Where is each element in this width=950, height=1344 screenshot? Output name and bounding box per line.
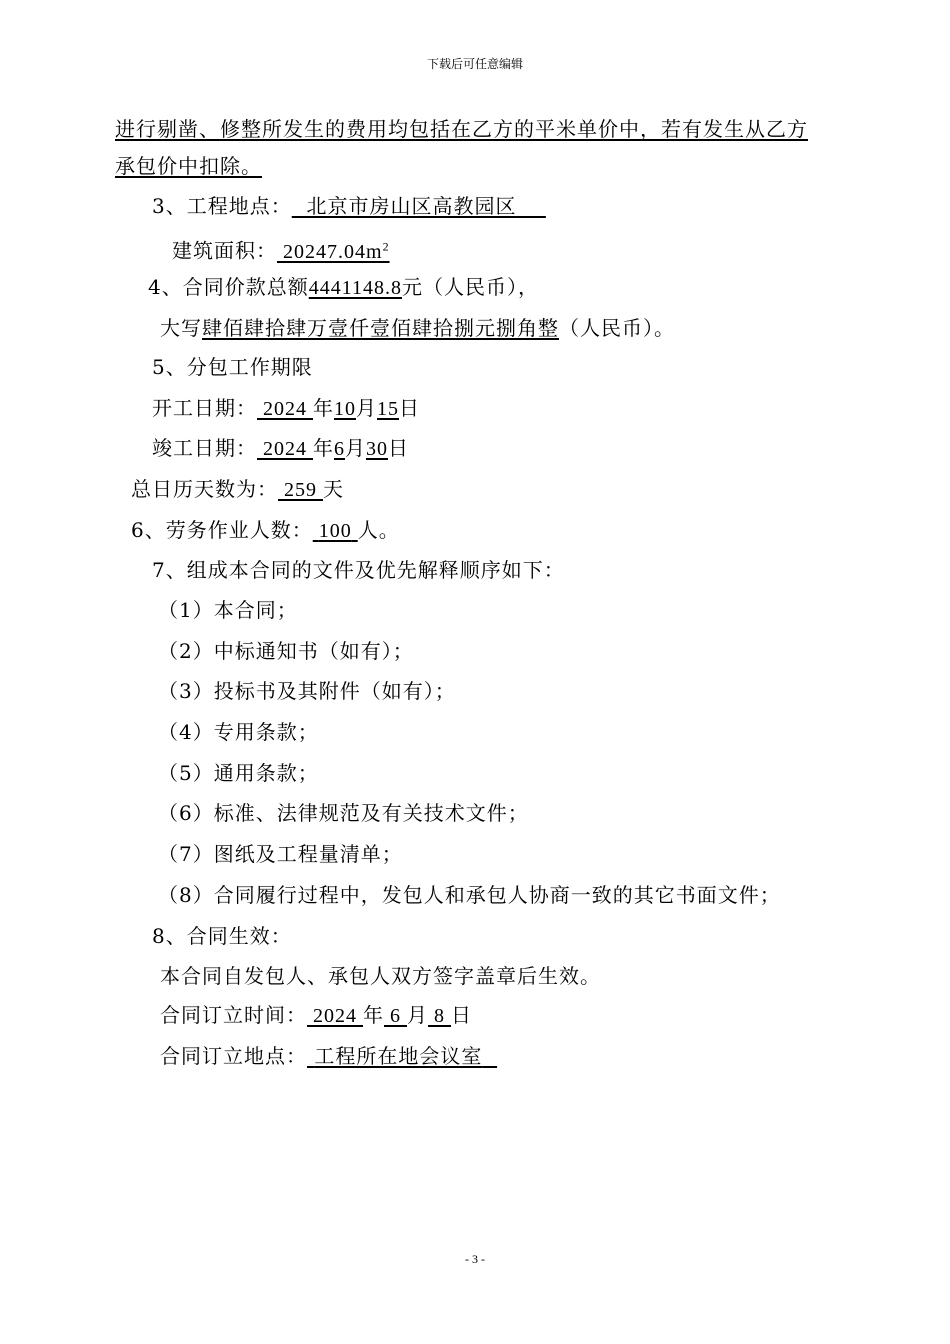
price-suffix: 元（人民币），: [402, 275, 539, 299]
doc-item: （5）通用条款；: [158, 761, 319, 785]
doc-item: （1）本合同；: [158, 598, 298, 622]
effect-text: 本合同自发包人、承包人双方签字盖章后生效。: [160, 964, 601, 988]
price-label: 4、合同价款总额: [148, 275, 309, 299]
doc-item: （3）投标书及其附件（如有）；: [158, 679, 456, 703]
site-line: [152, 192, 546, 220]
paragraph-line-1: 进行剔凿、修整所发生的费用均包括在乙方的平米单价中，若有发生从乙方: [115, 117, 808, 141]
site-label: 3、工程地点：: [152, 194, 292, 218]
area-line: [172, 232, 390, 266]
doc-item: （4）专用条款；: [158, 720, 319, 744]
doc-item: （6）标准、法律规范及有关技术文件；: [158, 801, 529, 825]
total-days-line: 总日历天数为： 259 天: [131, 477, 344, 501]
price-line: [148, 273, 539, 302]
start-date-line: 开工日期： 2024 年10月15日: [152, 396, 420, 420]
doc-item: （8）合同履行过程中，发包人和承包人协商一致的其它书面文件；: [158, 883, 781, 907]
site-value: 北京市房山区高教园区: [306, 194, 517, 218]
signed-place-line: 合同订立地点： 工程所在地会议室: [160, 1044, 483, 1068]
area-value: $20247.04m^2$: [283, 239, 390, 263]
doc-item: （7）图纸及工程量清单；: [158, 842, 403, 866]
end-date-line: 竣工日期： 2024 年6月30日: [152, 436, 409, 460]
signed-date-line: 合同订立时间： 2024 年 6 月 8 日: [160, 1003, 472, 1027]
page-number: - 3 -: [465, 1252, 485, 1266]
paragraph-line-2: 承包价中扣除。: [115, 154, 262, 178]
page-header: 下载后可任意编辑: [426, 57, 523, 71]
caps-line: [160, 314, 675, 342]
caps-label: 大写: [160, 316, 202, 340]
area-label: 建筑面积：: [172, 238, 277, 263]
workers-line: 6、劳务作业人数： 100 人。: [131, 518, 400, 542]
period-title: 5、分包工作期限: [152, 355, 313, 379]
doc-item: （2）中标通知书（如有）；: [158, 639, 414, 663]
caps-value: 肆佰肆拾肆万壹仟壹佰肆拾捌元捌角整: [202, 316, 559, 340]
docs-title: 7、组成本合同的文件及优先解释顺序如下：: [152, 558, 565, 582]
effect-title: 8、合同生效：: [152, 924, 292, 948]
price-value: 4441148.8: [308, 277, 402, 299]
caps-suffix: （人民币）。: [559, 316, 675, 340]
